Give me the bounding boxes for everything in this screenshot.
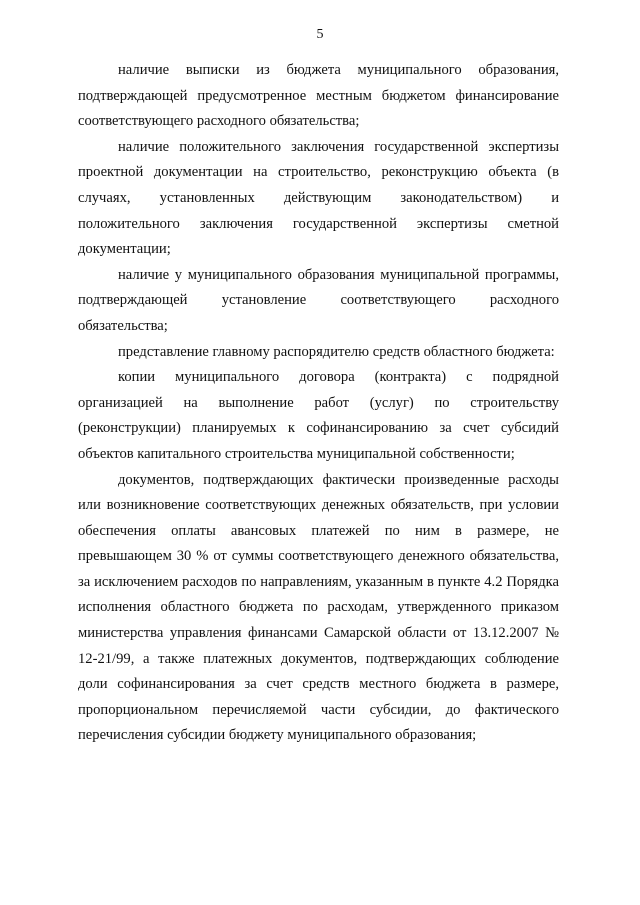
paragraph-submission-to-administrator: представление главному распорядителю средств областного бюджета: bbox=[118, 343, 555, 360]
paragraph-expense-documents: документов, подтверждающих фактически произведенные расходы или возникновение соответствующих денежных обязательств, при условии обеспечения оплаты авансовых платежей по ним в размере, не превышающем 30 % от суммы соответствующего денежного обязательства, за исключением расходов по направлениям, указанным в пункте 4.2 Порядка исполнения областного бюджета по расходам, утвержденного приказом министерства управления финансами Самарской области от 13.12.2007 № 12-21/99, а также платежных документов, подтверждающих соблюдение доли софинансирования за счет средств местного бюджета в размере, пропорциональном перечисляемой части субсидии, до фактического перечисления субсидии бюджету муниципального образования; bbox=[78, 471, 559, 744]
paragraph-budget-extract: наличие выписки из бюджета муниципального образования, подтверждающей предусмотренное местным бюджетом финансирование соответствующего расходного обязательства; bbox=[78, 62, 559, 130]
paragraph-municipal-program: наличие у муниципального образования муниципальной программы, подтверждающей установление соответствующего расходного обязательства; bbox=[78, 266, 559, 334]
paragraph-expertise-conclusion: наличие положительного заключения государственной экспертизы проектной документации на строительство, реконструкцию объекта (в случаях, установленных действующим законодательством) и положительного заключения государственной экспертизы сметной документации; bbox=[78, 138, 559, 258]
paragraph-contract-copies: копии муниципального договора (контракта) с подрядной организацией на выполнение работ (услуг) по строительству (реконструкции) планируемых к софинансированию за счет субсидий объектов капитального строительства муниципальной собственности; bbox=[78, 369, 559, 462]
page-number: 5 bbox=[316, 27, 324, 42]
document-body bbox=[78, 58, 559, 749]
